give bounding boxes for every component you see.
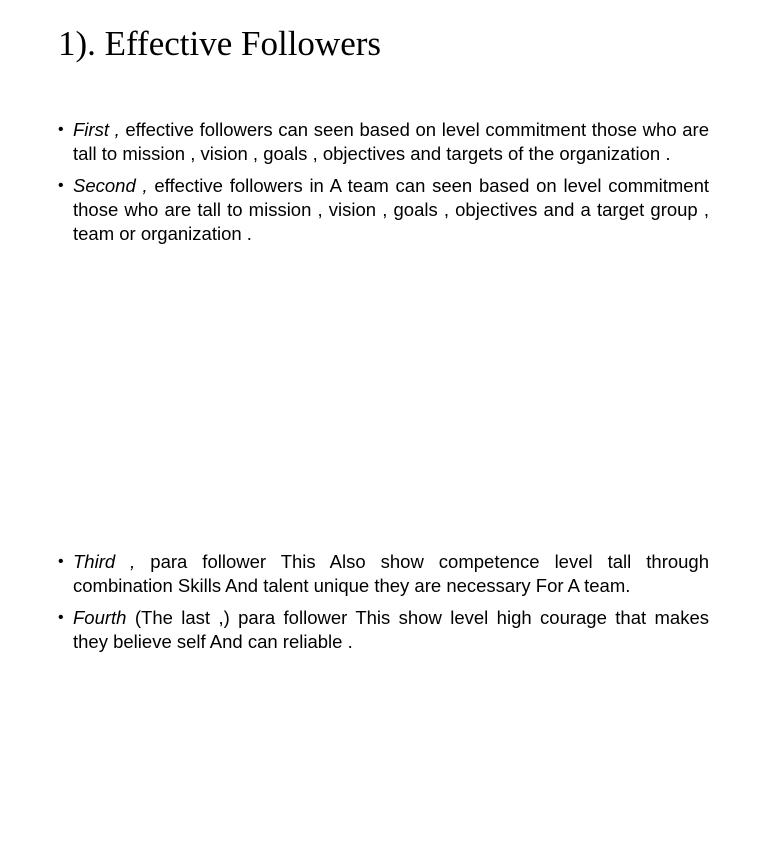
bullet-text-second: effective followers in A team can seen based on level commitment those who are tall to mission , vision , goals , objectives and a target group , team or organization . (73, 175, 709, 244)
bullet-second (56, 174, 709, 246)
bullet-lead-second: Second , (73, 175, 148, 196)
slide-title: 1). Effective Followers (58, 24, 382, 63)
bullet-third (56, 550, 709, 598)
bullet-text-first: effective followers can seen based on level commitment those who are tall to mission , vision , goals , objectives and targets of the organization . (73, 119, 709, 164)
bullet-dot-icon: • (58, 121, 64, 138)
bullet-dot-icon: • (58, 609, 64, 626)
bullet-text-fourth: (The last ,) para follower This show level high courage that makes they believe self And can reliable . (73, 607, 709, 652)
bullet-dot-icon: • (58, 553, 64, 570)
bullet-lead-first: First , (73, 119, 120, 140)
bullet-fourth (56, 606, 709, 654)
bullet-lead-fourth: Fourth (73, 607, 127, 628)
bullet-first (56, 118, 709, 166)
bullet-text-third: para follower This Also show competence level tall through combination Skills And talent unique they are necessary For A team. (73, 551, 710, 596)
bullet-list-top (56, 118, 709, 254)
bullet-list-bottom (56, 550, 709, 662)
bullet-lead-third: Third , (73, 551, 136, 572)
bullet-dot-icon: • (58, 177, 64, 194)
